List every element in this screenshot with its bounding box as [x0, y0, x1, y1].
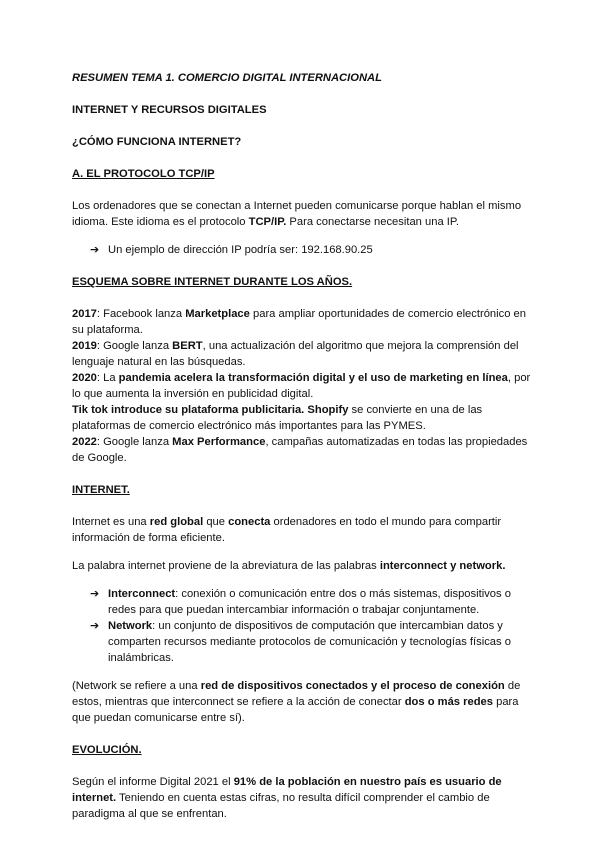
- heading-tcpip: A. EL PROTOCOLO TCP/IP: [72, 168, 215, 180]
- paragraph-network-note: (Network se refiere a una red de dispositivos conectados y el proceso de conexión de estos, mientras que interconnect se refiere a la acción de conectar dos o más redes para que puedan comunicarse entre sí).: [72, 680, 521, 724]
- heading-internet: INTERNET.: [72, 484, 130, 496]
- paragraph-internet-etymology: La palabra internet proviene de la abreviatura de las palabras interconnect y network.: [72, 560, 506, 572]
- paragraph-internet-definition: Internet es una red global que conecta ordenadores en todo el mundo para compartir información de forma eficiente.: [72, 516, 502, 544]
- timeline-2020: 2020: La pandemia acelera la transformación digital y el uso de marketing en línea, por lo que aumenta la inversión en publicidad digital.: [72, 372, 531, 400]
- bullet-network: ➔ Network: un conjunto de dispositivos de computación que intercambian datos y comparten recursos mediante protocolos de comunicación y tecnologías físicas o inalámbricas.: [90, 620, 511, 664]
- paragraph-tcpip: Los ordenadores que se conectan a Internet pueden comunicarse porque hablan el mismo idioma. Este idioma es el protocolo TCP/IP. Para conectarse necesitan una IP.: [72, 200, 522, 228]
- document-body: [72, 70, 532, 822]
- paragraph-evolucion: Según el informe Digital 2021 el 91% de la población en nuestro país es usuario de internet. Teniendo en cuenta estas cifras, no resulta difícil comprender el cambio de paradigma al que se enfrentan.: [72, 776, 502, 820]
- heading-como-funciona: ¿CÓMO FUNCIONA INTERNET?: [72, 136, 242, 148]
- timeline-2022: 2022: Google lanza Max Performance, campañas automatizadas en todas las propiedades de Google.: [72, 436, 528, 464]
- bullet-interconnect: ➔ Interconnect: conexión o comunicación entre dos o más sistemas, dispositivos o redes para que puedan intercambiar información o trabajar conjuntamente.: [90, 588, 511, 616]
- bullet-ip-example: ➔ Un ejemplo de dirección IP podría ser: 192.168.90.25: [90, 244, 373, 256]
- heading-evolucion: EVOLUCIÓN.: [72, 744, 142, 756]
- document-title: RESUMEN TEMA 1. COMERCIO DIGITAL INTERNACIONAL: [72, 72, 382, 84]
- heading-esquema: ESQUEMA SOBRE INTERNET DURANTE LOS AÑOS.: [72, 276, 353, 288]
- timeline-2017: 2017: Facebook lanza Marketplace para ampliar oportunidades de comercio electrónico en su plataforma.: [72, 308, 527, 336]
- arrow-bullet-icon: ➔: [90, 244, 100, 256]
- arrow-bullet-icon: ➔: [90, 588, 100, 600]
- timeline-tiktok: Tik tok introduce su plataforma publicitaria. Shopify se convierte en una de las plataformas de comercio electrónico más importantes para las PYMES.: [72, 404, 483, 432]
- arrow-bullet-icon: ➔: [90, 620, 100, 632]
- timeline-2019: 2019: Google lanza BERT, una actualización del algoritmo que mejora la comprensión del lenguaje natural en las búsquedas.: [72, 340, 519, 368]
- heading-internet-recursos: INTERNET Y RECURSOS DIGITALES: [72, 104, 267, 116]
